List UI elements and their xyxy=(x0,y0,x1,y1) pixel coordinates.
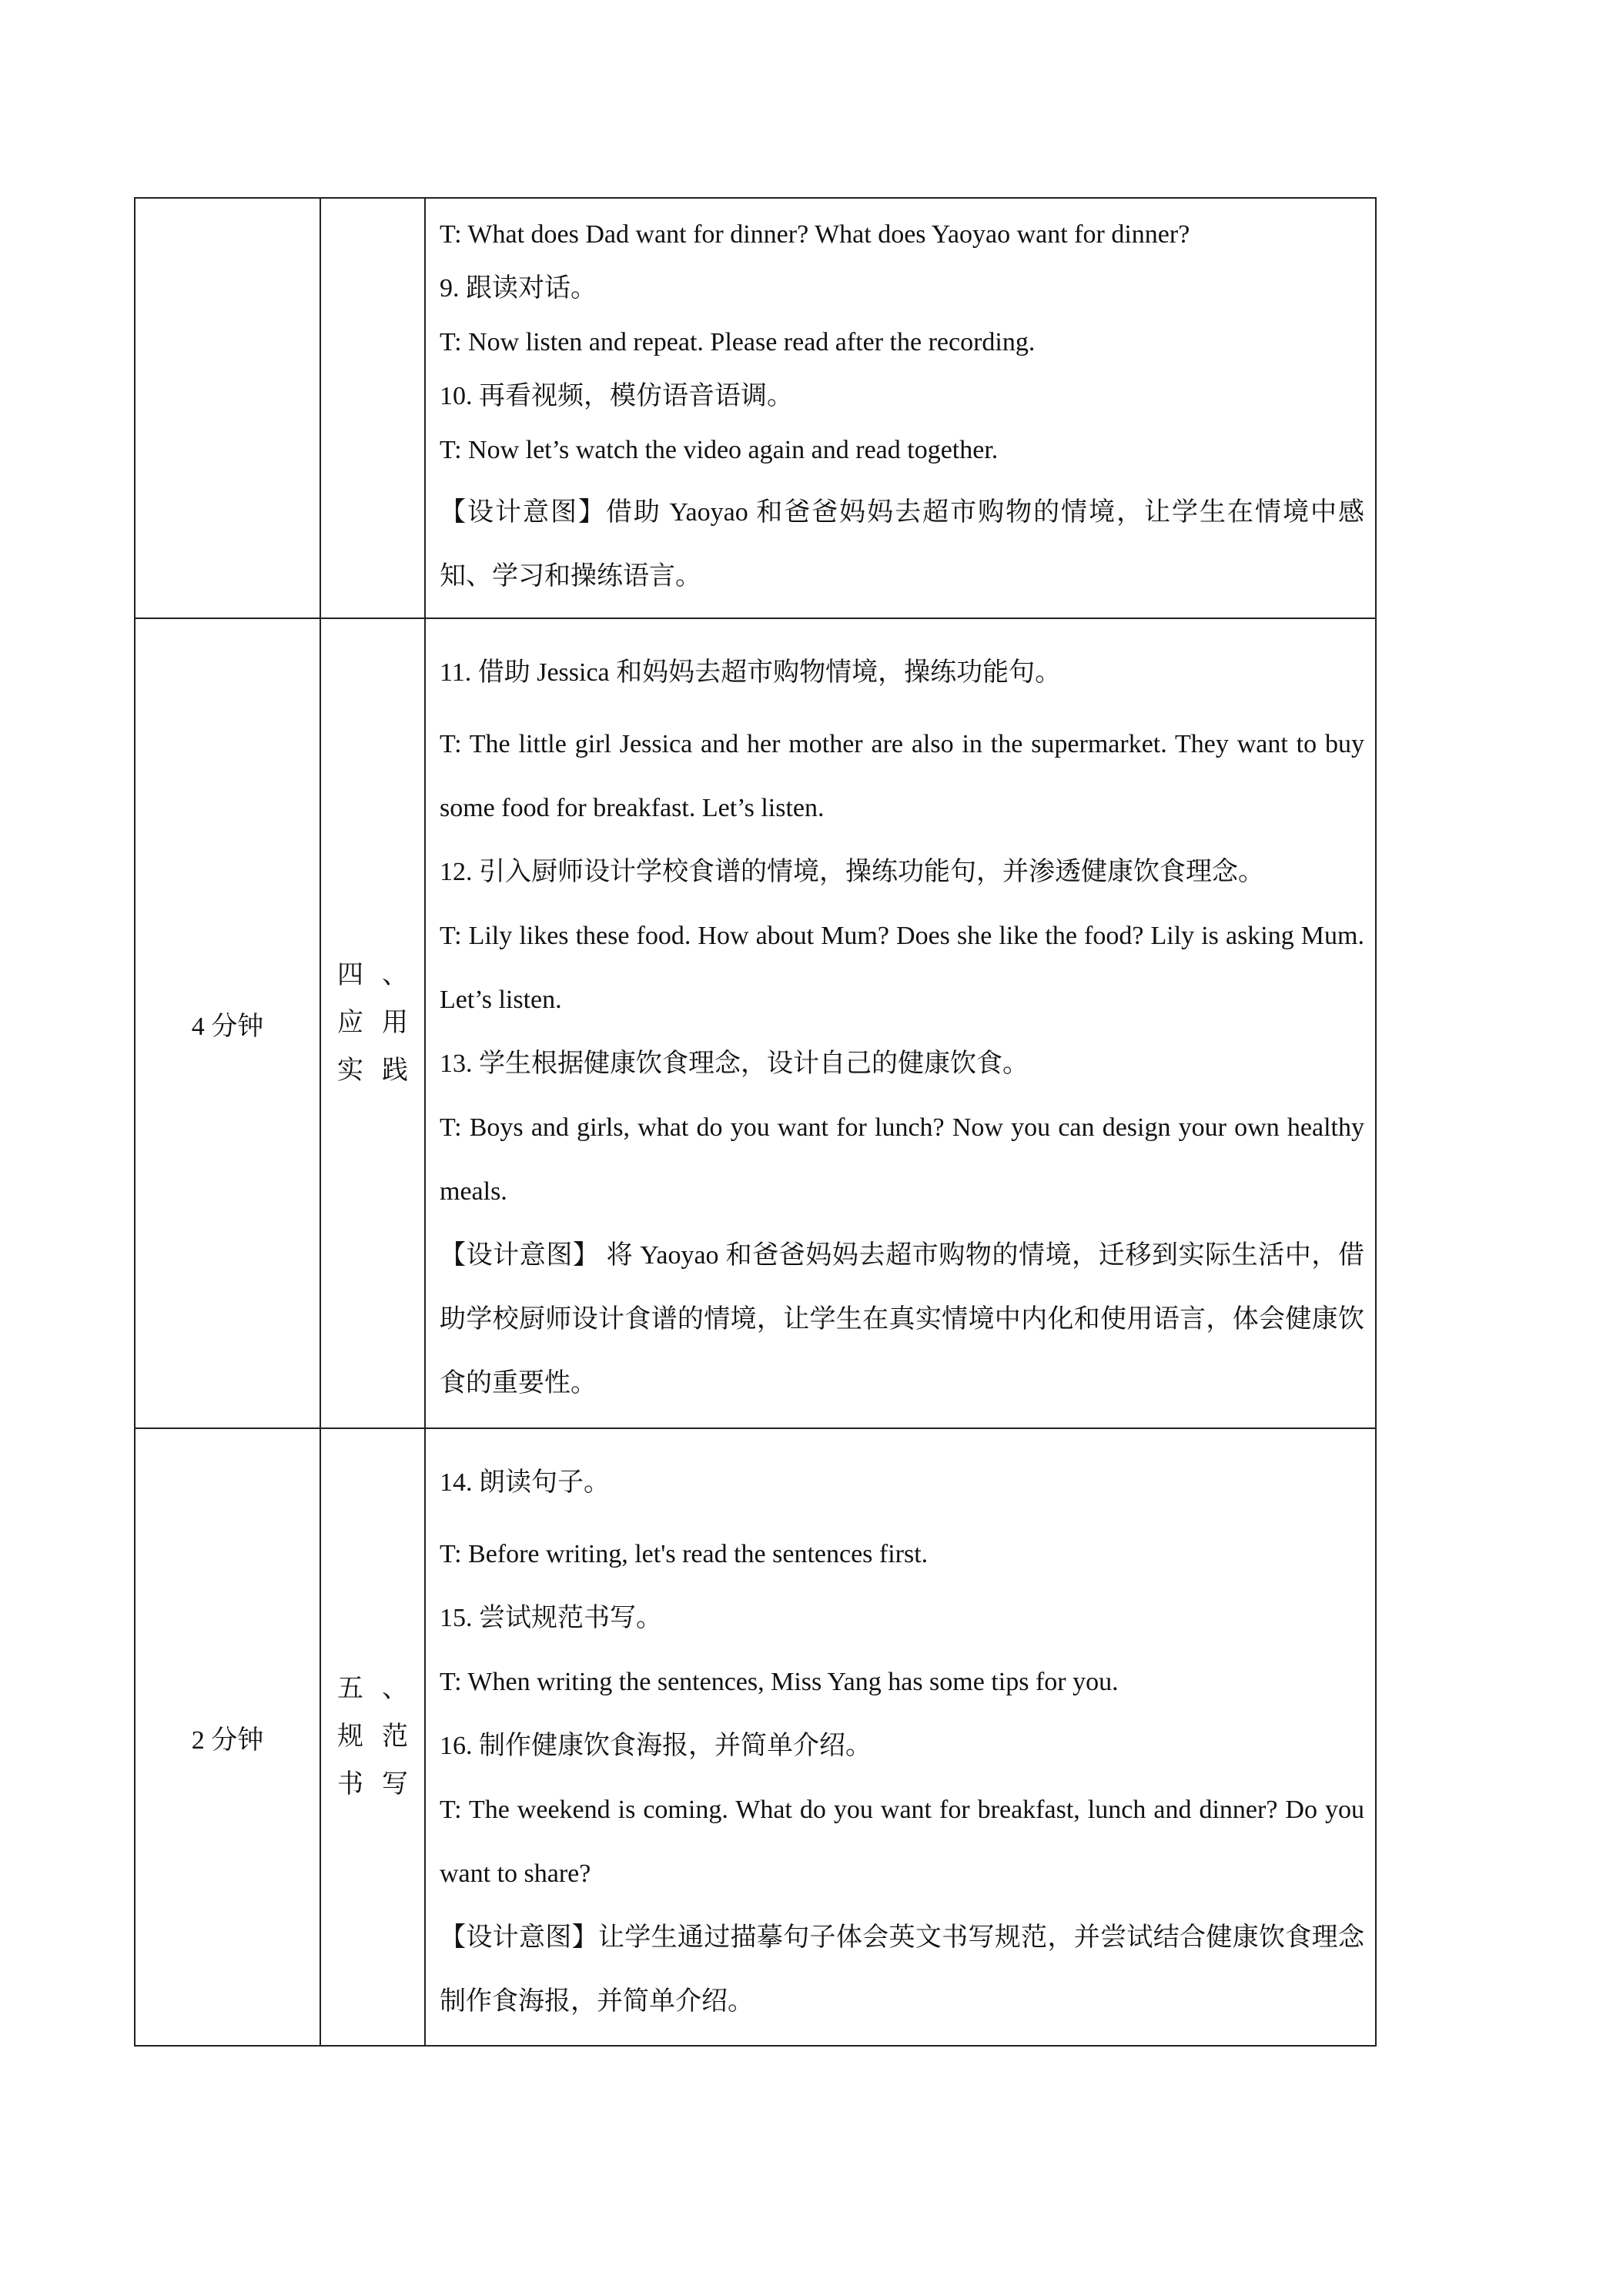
step-line: 9. 跟读对话。 xyxy=(440,274,597,303)
stage-char: 实 xyxy=(337,1056,363,1085)
stage-cell xyxy=(320,1428,425,2046)
step-line: 11. 借助 Jessica 和妈妈去超市购物情境，操练功能句。 xyxy=(440,658,1062,687)
step-line: 15. 尝试规范书写。 xyxy=(440,1604,662,1632)
teacher-line: T: When writing the sentences, Miss Yang has some tips for you. xyxy=(440,1668,1119,1696)
stage-char: 践 xyxy=(382,1056,408,1085)
time-cell: 2 分钟 xyxy=(135,1428,320,2046)
time-cell xyxy=(135,198,320,618)
stage-char: 用 xyxy=(382,1009,408,1037)
teacher-line: T: The little girl Jessica and her mother are also in the supermarket. They want to buy some food for breakfast. Let’s listen. xyxy=(440,730,1364,822)
table-row xyxy=(135,1428,1376,2046)
stage-char: 规 xyxy=(337,1722,363,1751)
design-intent: 【设计意图】让学生通过描摹句子体会英文书写规范，并尝试结合健康饮食理念制作食海报，并简单介绍。 xyxy=(440,1923,1364,2016)
stage-label xyxy=(321,1671,424,1803)
design-intent: 【设计意图】 将 Yaoyao 和爸爸妈妈去超市购物的情境，迁移到实际生活中，借助学校厨师设计食谱的情境，让学生在真实情境中内化和使用语言，体会健康饮食的重要性。 xyxy=(440,1241,1364,1397)
step-line: 10. 再看视频，模仿语音语调。 xyxy=(440,382,793,410)
stage-char: 五 xyxy=(337,1675,363,1703)
content-cell xyxy=(425,618,1376,1428)
content-cell xyxy=(425,198,1376,618)
stage-char: 、 xyxy=(382,961,408,989)
stage-cell xyxy=(320,198,425,618)
step-line: 14. 朗读句子。 xyxy=(440,1468,610,1497)
time-cell: 4 分钟 xyxy=(135,618,320,1428)
step-line: 16. 制作健康饮食海报，并简单介绍。 xyxy=(440,1732,872,1760)
teacher-line: T: What does Dad want for dinner? What does Yaoyao want for dinner? xyxy=(440,220,1190,249)
teacher-line: T: Boys and girls, what do you want for lunch? Now you can design your own healthy meals. xyxy=(440,1113,1364,1206)
stage-char: 范 xyxy=(382,1722,408,1751)
stage-char: 写 xyxy=(382,1770,408,1799)
stage-label xyxy=(321,957,424,1089)
step-line: 12. 引入厨师设计学校食谱的情境，操练功能句，并渗透健康饮食理念。 xyxy=(440,858,1264,886)
stage-cell xyxy=(320,618,425,1428)
stage-char: 书 xyxy=(337,1770,363,1799)
table-row xyxy=(135,618,1376,1428)
stage-char: 四 xyxy=(337,961,363,989)
step-line: 13. 学生根据健康饮食理念，设计自己的健康饮食。 xyxy=(440,1049,1029,1078)
teacher-line: T: Lily likes these food. How about Mum? Does she like the food? Lily is asking Mum. Let’s listen. xyxy=(440,922,1364,1014)
stage-char: 应 xyxy=(337,1009,363,1037)
stage-char: 、 xyxy=(382,1675,408,1703)
lesson-plan-table xyxy=(134,197,1377,2047)
teacher-line: T: Now let’s watch the video again and read together. xyxy=(440,436,999,464)
content-cell xyxy=(425,1428,1376,2046)
teacher-line: T: Now listen and repeat. Please read after the recording. xyxy=(440,328,1036,356)
teacher-line: T: The weekend is coming. What do you want for breakfast, lunch and dinner? Do you want to share? xyxy=(440,1796,1364,1888)
table-row xyxy=(135,198,1376,618)
teacher-line: T: Before writing, let's read the sentences first. xyxy=(440,1540,929,1568)
design-intent: 【设计意图】借助 Yaoyao 和爸爸妈妈去超市购物的情境，让学生在情境中感知、学习和操练语言。 xyxy=(440,498,1364,591)
